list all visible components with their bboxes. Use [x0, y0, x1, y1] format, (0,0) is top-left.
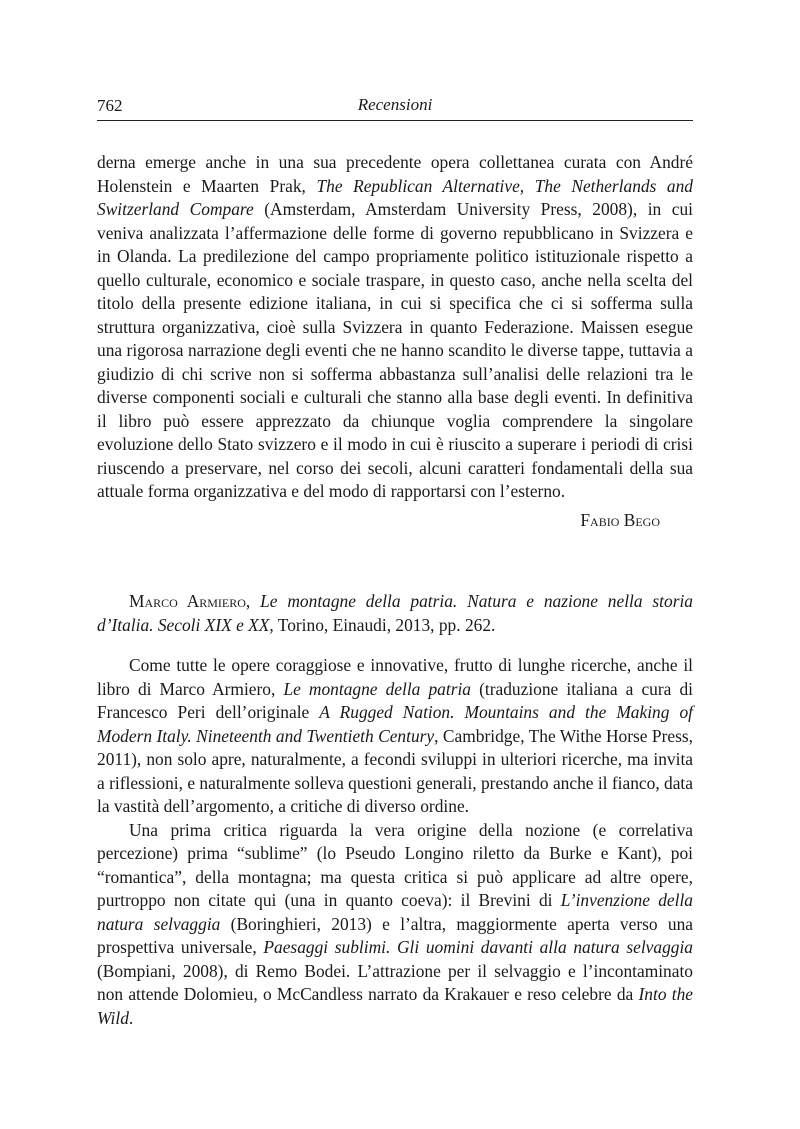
- text-run: Come tutte le opere coraggiose e innovative, frutto di lunghe ricerche, anche il libro di Marco Armiero,: [97, 655, 693, 699]
- book-title: Paesaggi sublimi. Gli uomini davanti alla natura selvaggia: [263, 937, 693, 957]
- review-citation: [97, 590, 693, 637]
- citation: [97, 590, 693, 637]
- text-run: (Amsterdam, Amsterdam University Press, 2008), in cui veniva analizzata l’affermazione delle forme di governo repubblicano in Svizzera e in Olanda. La predilezione del campo propriamente politico istituzionale rispetto a quello culturale, economico e sociale traspare, in questo caso, anche nella scelta del titolo della presente edizione italiana, in cui si specifica che ci si sofferma sulla struttura organizzativa, cioè sulla Svizzera in quanto Federazione. Maissen esegue una rigorosa narrazione degli eventi che ne hanno scandito le diverse tappe, tuttavia a giudizio di chi scrive non si sofferma abbastanza sull’analisi delle relazioni tra le diverse componenti sociali e culturali che stanno alla base degli eventi. In definitiva il libro può essere apprezzato da chiunque voglia comprendere la singolare evoluzione dello Stato svizzero e il modo in cui è riuscito a superare i periodi di crisi riuscendo a preservare, nel corso dei secoli, alcuni caratteri fondamentali della sua attuale forma organizzativa e del modo di rapportarsi con l’esterno.: [97, 199, 693, 501]
- text-run: Una prima critica riguarda la vera origine della nozione (e correlativa percezione) prima “sublime” (lo Pseudo Longino riletto da Burke e Kant), poi “romantica”, della montagna; ma questa critica si può applicare ad altre opere, purtroppo non citate qui (una in quanto coeva): il Brevini di: [97, 819, 693, 910]
- text-run: derna emerge anche in una sua precedente opera collettanea curata con André Holenstein e Maarten Prak,: [97, 152, 693, 196]
- review-continuation: [97, 151, 693, 504]
- review-body: [97, 654, 693, 1030]
- book-title: Le montagne della patria. Natura e nazione nella storia d’Italia. Secoli XIX e XX: [97, 591, 693, 635]
- text-run: (traduzione italiana a cura di Francesco Peri dell’originale: [97, 678, 694, 722]
- book-title: The Republican Alternative, The Netherlands and Switzerland Compare: [97, 175, 693, 219]
- separator: ,: [245, 591, 261, 611]
- page-number: 762: [97, 96, 123, 115]
- text-run: .: [128, 1007, 134, 1028]
- book-title: A Rugged Nation. Mountains and the Making of Modern Italy. Nineteenth and Twentieth Century: [97, 702, 693, 746]
- film-title: Into the Wild: [97, 984, 694, 1028]
- publication-details: , Torino, Einaudi, 2013, pp. 262.: [269, 614, 496, 635]
- paragraph: [97, 151, 693, 504]
- paragraph: [97, 819, 693, 1031]
- text-run: , Cambridge, The Withe Horse Press, 2011), non solo apre, naturalmente, a fecondi sviluppi in ulteriori ricerche, ma invita a riflessioni, e naturalmente solleva questioni generali, prestando anche il fianco, data la vastità dell’argomento, a critiche di diverso ordine.: [97, 725, 693, 816]
- text-run: (Boringhieri, 2013) e l’altra, maggiormente aperta verso una prospettiva universale,: [97, 913, 693, 957]
- page-header: [97, 92, 693, 121]
- text-run: (Bompiani, 2008), di Remo Bodei. L’attrazione per il selvaggio e l’incontaminato non attende Dolomieu, o McCandless narrato da Krakauer e reso celebre da: [97, 960, 693, 1004]
- running-title: Recensioni: [357, 95, 433, 114]
- book-title: L’invenzione della natura selvaggia: [97, 890, 693, 934]
- book-title: Le montagne della patria: [283, 678, 471, 699]
- book-author: Marco Armiero: [129, 591, 246, 611]
- paragraph: [97, 654, 693, 819]
- reviewer-signature: Fabio Bego: [580, 510, 660, 530]
